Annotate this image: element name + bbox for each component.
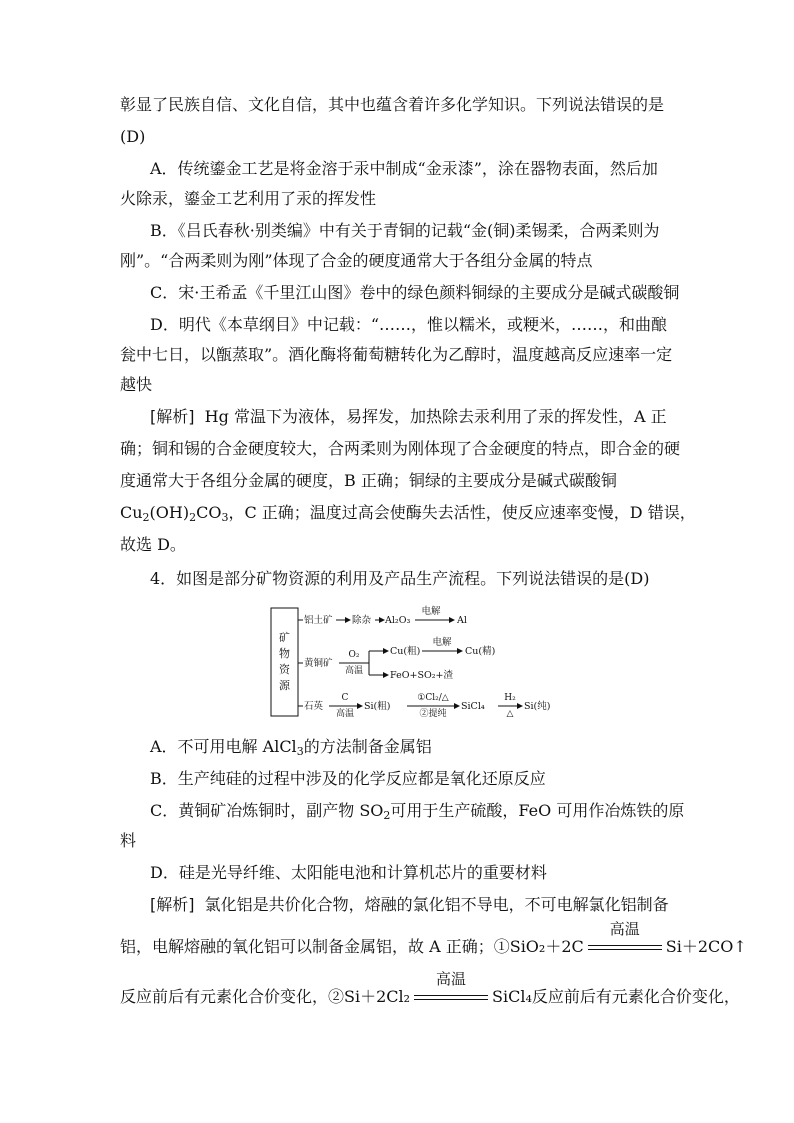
q3-option-b-line2: 刚”。“合两柔则为刚”体现了合金的硬度通常大于各组分金属的特点 <box>120 251 593 270</box>
resource-label-char: 源 <box>279 679 290 692</box>
q3-analysis-line3: 度通常大于各组分金属的硬度，B 正确；铜绿的主要成分是碱式碳酸铜 <box>120 471 617 490</box>
q4-analysis-line2 <box>120 920 747 958</box>
reaction-condition-arrow <box>410 970 492 1008</box>
q4-stem: 4．如图是部分矿物资源的利用及产品生产流程。下列说法错误的是(D) <box>150 569 650 588</box>
formula-sub: 2 <box>189 511 197 524</box>
product-al: Al <box>457 615 467 626</box>
reaction-condition: 高温 <box>609 920 640 938</box>
formula-sub: 3 <box>221 511 229 524</box>
cond-hydrogen: H₂ <box>504 693 516 703</box>
q3-option-d-line2: 瓮中七日，以甑蒸取”。酒化酶将葡萄糖转化为乙醇时，温度越高反应速率一定 <box>120 345 673 364</box>
formula-sub: 2 <box>142 511 150 524</box>
byproducts: FeO+SO₂+渣 <box>390 670 454 681</box>
ore-chalcopyrite: 黄铜矿 <box>304 658 333 669</box>
resource-box <box>271 608 298 716</box>
q3-answer <box>120 126 145 148</box>
resource-label-char: 资 <box>279 663 290 676</box>
analysis-text: ，C 正确；温度过高会使酶失去活性，使反应速率变慢，D 错误， <box>228 503 696 522</box>
q3-option-d-line1: D．明代《本草纲目》中记载：“……，惟以糯米，或粳米，……，和曲酿 <box>150 315 668 334</box>
analysis-text: Hg 常温下为液体，易挥发，加热除去汞利用了汞的挥发性，A 正 <box>204 407 667 426</box>
q3-analysis-line1 <box>150 406 667 428</box>
q3-option-d-line3: 越快 <box>120 375 153 394</box>
formula-sub: 2 <box>383 809 391 822</box>
crude-copper: Cu(粗) <box>390 646 421 657</box>
q4-option-c-line1 <box>150 800 684 827</box>
reaction-condition-arrow <box>584 920 666 958</box>
q3-option-a-line1: A．传统鎏金工艺是将金溶于汞中制成“金汞漆”，涂在器物表面，然后加 <box>150 159 658 178</box>
q3-option-b-line1: B．《吕氏春秋·别类编》中有关于青铜的记载“金(铜)柔锡柔，合两柔则为 <box>150 221 660 240</box>
cond-purify: ②提纯 <box>419 709 447 717</box>
cond-electrolysis: 电解 <box>421 606 441 617</box>
analysis-text: 铝，电解熔融的氧化铝可以制备金属铝，故 A 正确；①SiO₂＋2C <box>120 937 584 956</box>
q3-option-a-line2: 火除汞，鎏金工艺利用了汞的挥发性 <box>120 189 377 208</box>
analysis-text: SiCl₄反应前后有元素化合价变化， <box>492 987 740 1006</box>
cond-high-temp: 高温 <box>335 709 355 717</box>
q3-text-line: 彰显了民族自信、文化自信，其中也蕴含着许多化学知识。下列说法错误的是 <box>120 95 665 114</box>
formula-sub: 3 <box>296 745 304 758</box>
q4-option-a <box>150 736 432 763</box>
analysis-tag: [解析] <box>150 407 195 426</box>
analysis-text: 反应前后有元素化合价变化，②Si＋2Cl₂ <box>120 987 411 1006</box>
cond-electrolysis: 电解 <box>432 637 452 648</box>
q4-option-b: B．生产纯硅的过程中涉及的化学反应都是氧化还原反应 <box>150 769 546 788</box>
analysis-tag: [解析] <box>150 895 195 914</box>
q3-answer-text: (D) <box>120 127 146 146</box>
q3-analysis-line4 <box>120 502 696 529</box>
option-text: A．不可用电解 AlCl <box>150 737 297 756</box>
mineral-flow-diagram <box>270 605 560 717</box>
cond-chlorine: ①Cl₂/△ <box>417 693 449 703</box>
q4-analysis-line1 <box>150 894 669 916</box>
option-text: 可用于生产硫酸，FeO 可用作冶炼铁的原 <box>390 801 685 820</box>
pure-silicon: Si(纯) <box>524 701 551 712</box>
cond-carbon: C <box>341 693 349 703</box>
alumina: Al₂O₃ <box>385 615 411 626</box>
q3-analysis-line2: 确；铜和锡的合金硬度较大，合两柔则为刚体现了合金硬度的特点，即合金的硬 <box>120 439 681 458</box>
analysis-text: 氯化铝是共价化合物，熔融的氯化铝不导电，不可电解氯化铝制备 <box>204 895 669 914</box>
silicon-tetrachloride: SiCl₄ <box>461 701 485 712</box>
formula-part: Cu <box>120 503 143 522</box>
q3-option-c: C．宋·王希孟《千里江山图》卷中的绿色颜料铜绿的主要成分是碱式碳酸铜 <box>150 283 680 302</box>
q4-option-c-line2: 料 <box>120 831 137 850</box>
q4-analysis-line3 <box>120 970 740 1008</box>
ore-bauxite: 铝土矿 <box>304 615 333 626</box>
q3-continuation <box>120 94 664 116</box>
ore-quartz: 石英 <box>304 701 324 712</box>
pure-copper: Cu(精) <box>465 646 496 657</box>
q4-option-d: D．硅是光导纤维、太阳能电池和计算机芯片的重要材料 <box>150 863 547 882</box>
reaction-condition: 高温 <box>436 970 467 988</box>
crude-silicon: Si(粗) <box>364 701 391 712</box>
option-text: 的方法制备金属铝 <box>303 737 432 756</box>
formula-part: (OH) <box>149 503 190 522</box>
cond-heat: △ <box>506 709 514 717</box>
analysis-text: Si＋2CO↑ <box>665 937 747 956</box>
q3-analysis-line5: 故选 D。 <box>120 535 186 554</box>
step-remove-impurity: 除杂 <box>352 615 372 626</box>
resource-label-char: 矿 <box>279 631 290 644</box>
resource-label-char: 物 <box>279 647 290 660</box>
option-text: C．黄铜矿冶炼铜时，副产物 SO <box>150 801 384 820</box>
cond-high-temp: 高温 <box>344 666 364 676</box>
cond-o2: O₂ <box>348 650 360 660</box>
formula-part: CO <box>196 503 222 522</box>
